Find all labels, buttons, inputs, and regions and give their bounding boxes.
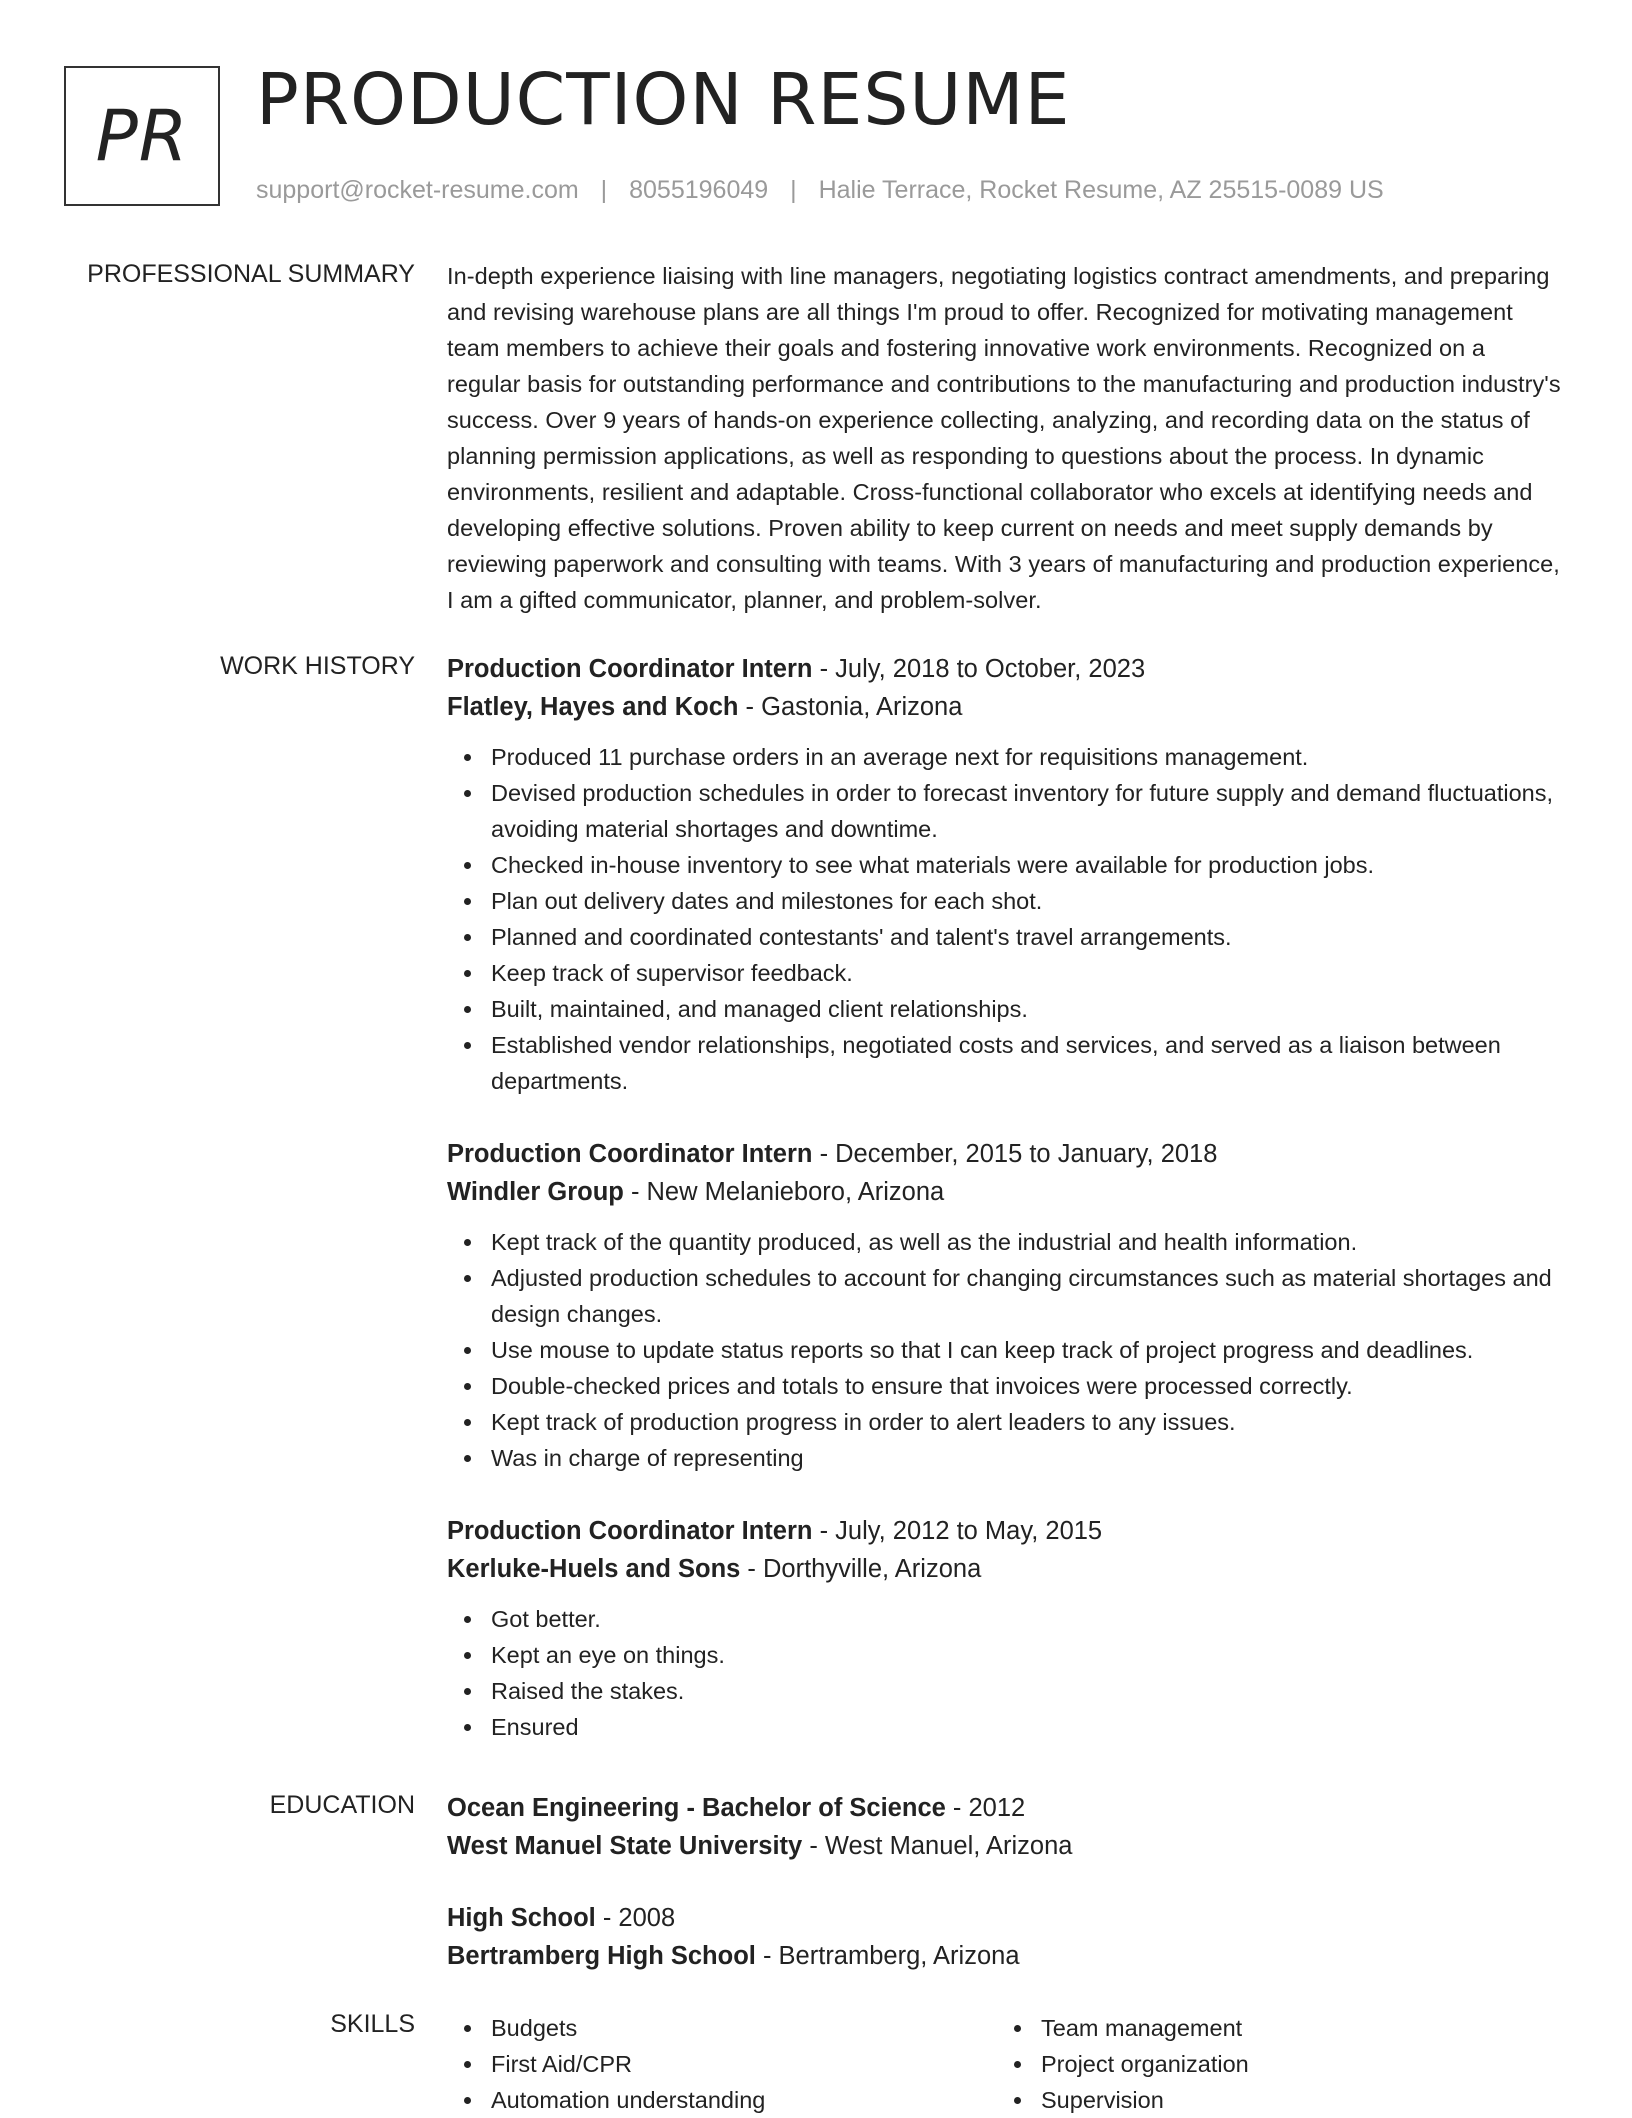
job-bullet: Devised production schedules in order to forecast inventory for future supply and demand fluctuations, avoiding material shortages and downtime. [491,775,1562,847]
job-dates: - July, 2012 to May, 2015 [812,1517,1103,1545]
job-dates: - July, 2018 to October, 2023 [812,655,1146,683]
contact-email[interactable]: support@rocket-resume.com [256,176,579,204]
skill-item: First Aid/CPR [491,2046,997,2082]
skill-item: Automation understanding [491,2082,997,2118]
job-bullets [447,739,1562,1099]
skills-list-right [997,2010,1547,2118]
skills-columns [447,2010,1562,2118]
education-location: - West Manuel, Arizona [802,1832,1073,1860]
section-label-skills: SKILLS [330,2010,415,2038]
job-bullet: Checked in-house inventory to see what materials were available for production jobs. [491,847,1562,883]
job-bullet: Produced 11 purchase orders in an average next for requisitions management. [491,739,1562,775]
job-title: Production Coordinator Intern [447,1517,813,1545]
job-title-line [447,1135,1562,1173]
education-degree-line [447,1789,1562,1827]
contact-separator: | [790,176,797,204]
job-location: - Dorthyville, Arizona [740,1555,982,1583]
job-bullet: Adjusted production schedules to account for changing circumstances such as material shortages and design changes. [491,1260,1562,1332]
job-bullets [447,1601,1562,1745]
education-degree-line [447,1899,1562,1937]
section-label-summary: PROFESSIONAL SUMMARY [87,260,415,288]
skill-item: Budgets [491,2010,997,2046]
resume-title: PRODUCTION RESUME [256,58,1071,141]
job-bullet: Built, maintained, and managed client relationships. [491,991,1562,1027]
skill-item: Supervision [1041,2082,1547,2118]
skills-list-left [447,2010,997,2118]
education-entry [447,1789,1562,1865]
job-bullets [447,1224,1562,1476]
skills-column-left [447,2010,997,2118]
job-employer-line [447,1173,1562,1211]
skill-item: Team management [1041,2010,1547,2046]
education-school: West Manuel State University [447,1832,803,1860]
education-degree: Ocean Engineering - Bachelor of Science [447,1794,946,1822]
job-bullet: Got better. [491,1601,1562,1637]
job-bullet: Planned and coordinated contestants' and talent's travel arrangements. [491,919,1562,955]
job-bullet: Use mouse to update status reports so that I can keep track of project progress and deadlines. [491,1332,1562,1368]
job-bullet: Ensured [491,1709,1562,1745]
education-body [447,1789,1562,2009]
skill-item: Project organization [1041,2046,1547,2082]
job-dates: - December, 2015 to January, 2018 [812,1140,1218,1168]
summary-text: In-depth experience liaising with line managers, negotiating logistics contract amendments, and preparing and revising warehouse plans are all things I'm proud to offer. Recognized for motivating management team members to achieve their goals and fostering innovative work environments. Recognized on a regular basis for outstanding performance and contributions to the manufacturing and production industry's success. Over 9 years of hands-on experience collecting, analyzing, and recording data on the status of planning permission applications, as well as responding to questions about the process. In dynamic environments, resilient and adaptable. Cross-functional collaborator who excels at identifying needs and developing effective solutions. Proven ability to keep current on needs and meet supply demands by reviewing paperwork and consulting with teams. With 3 years of manufacturing and production experience, I am a gifted communicator, planner, and problem-solver. [447,263,1561,613]
job-location: - Gastonia, Arizona [738,693,963,721]
job-entry [447,650,1562,1099]
job-entry [447,1512,1562,1745]
job-title: Production Coordinator Intern [447,1140,813,1168]
job-bullet: Raised the stakes. [491,1673,1562,1709]
job-entry [447,1135,1562,1476]
education-year: - 2008 [595,1904,676,1932]
job-bullet: Keep track of supervisor feedback. [491,955,1562,991]
contact-separator: | [600,176,608,204]
education-year: - 2012 [945,1794,1026,1822]
skills-body [447,2010,1562,2118]
contact-address: Halie Terrace, Rocket Resume, AZ 25515-0089 US [818,176,1384,204]
job-location: - New Melanieboro, Arizona [623,1178,945,1206]
job-employer-line [447,688,1562,726]
job-bullet: Kept track of production progress in order to alert leaders to any issues. [491,1404,1562,1440]
job-bullet: Established vendor relationships, negotiated costs and services, and served as a liaison between departments. [491,1027,1562,1099]
job-bullet: Kept an eye on things. [491,1637,1562,1673]
job-bullet: Plan out delivery dates and milestones for each shot. [491,883,1562,919]
job-employer-line [447,1550,1562,1588]
job-employer: Flatley, Hayes and Koch [447,693,739,721]
section-label-education: EDUCATION [269,1791,415,1819]
education-entry [447,1899,1562,1975]
contact-phone[interactable]: 8055196049 [629,176,769,204]
job-employer: Windler Group [447,1178,624,1206]
job-bullet: Was in charge of representing [491,1440,1562,1476]
education-location: - Bertramberg, Arizona [755,1942,1020,1970]
job-bullet: Double-checked prices and totals to ensure that invoices were processed correctly. [491,1368,1562,1404]
job-title-line [447,650,1562,688]
work-history-body [447,650,1562,1781]
education-school: Bertramberg High School [447,1942,756,1970]
job-bullet: Kept track of the quantity produced, as well as the industrial and health information. [491,1224,1562,1260]
education-degree: High School [447,1904,596,1932]
monogram-box [64,66,220,206]
job-title: Production Coordinator Intern [447,655,813,683]
summary-body [447,258,1562,618]
contact-line [256,176,1384,205]
skills-column-right [997,2010,1547,2118]
job-employer: Kerluke-Huels and Sons [447,1555,741,1583]
monogram-text: PR [95,95,189,177]
section-label-work-history: WORK HISTORY [220,652,415,680]
education-school-line [447,1937,1562,1975]
education-school-line [447,1827,1562,1865]
job-title-line [447,1512,1562,1550]
